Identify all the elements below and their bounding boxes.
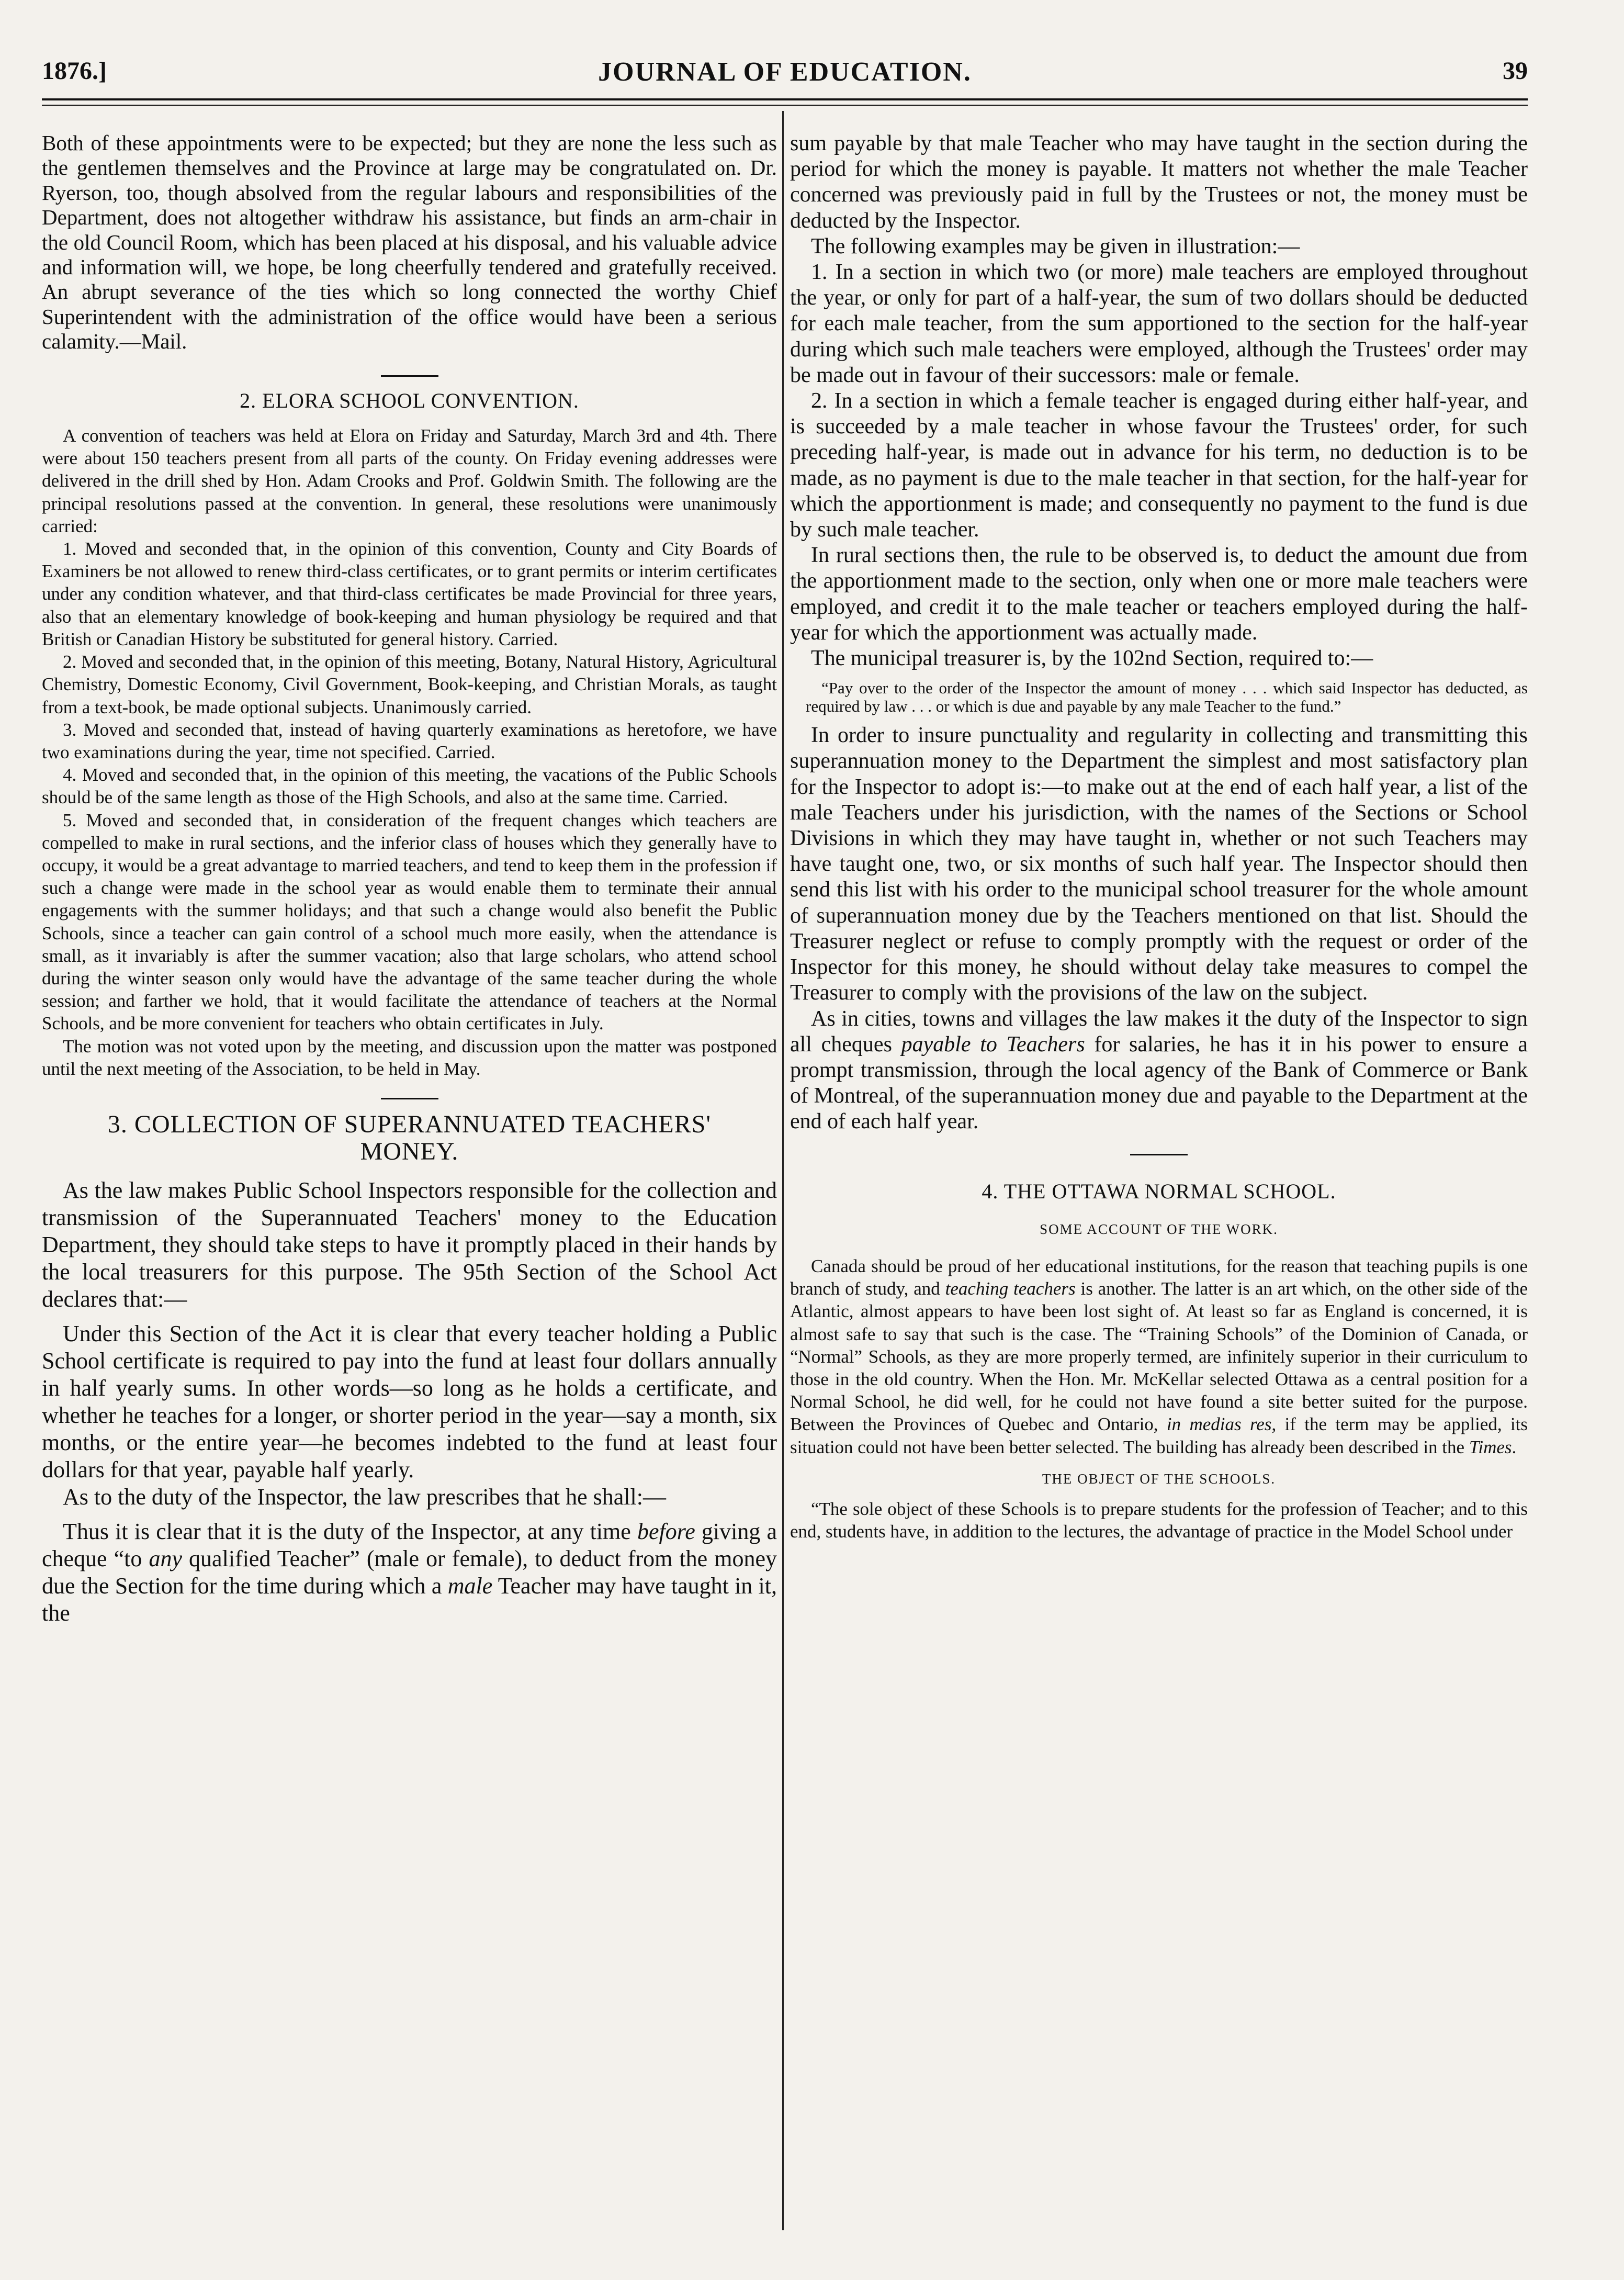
continuation-paragraph: sum payable by that male Teacher who may have taught in the section during the period for which the money is payable. It matters not whether the male Teacher concerned was previously paid in full by the Trustees or not, the money must be deducted by the Inspector.	[790, 131, 1528, 233]
header-rule	[42, 98, 1528, 100]
right-column	[790, 131, 1528, 1543]
header-rule-thin	[42, 105, 1528, 106]
left-column	[42, 131, 777, 1627]
intro-paragraph: Both of these appointments were to be expected; but they are none the less such as the gentlemen themselves and the Province at large may be congratulated on. Dr. Ryerson, too, though absolved from the regular labours and responsibilities of the Department, does not altogether withdraw his assistance, but finds an arm-chair in the old Council Room, which has been placed at his disposal, and his valuable advice and information will, we hope, be long cheerfully tendered and gratefully received. An abrupt severance of the ties which so long connected the worthy Chief Superintendent with the administration of the office would have been a serious calamity.—Mail.	[42, 131, 777, 354]
ottawa-paragraph: Canada should be proud of her educational institutions, for the reason that teaching pupils is one branch of study, and teaching teachers is another. The latter is an art which, on the other side of the Atlantic, almost appears to have been lost sight of. At least so far as England is concerned, it is almost safe to say that such is the case. The “Training Schools” of the Dominion of Canada, or “Normal” Schools, as they are more properly termed, are infinitely superior in their curriculum to those in the old country. When the Hon. Mr. McKellar selected Ottawa as a central position for a Normal School, he did well, for he could not have found a site better suited for the purpose. Between the Provinces of Quebec and Ontario, in medias res, if the term may be applied, its situation could not have been better selected. The building has already been described in the Times.	[790, 1255, 1528, 1457]
rural-paragraph: In rural sections then, the rule to be observed is, to deduct the amount due from the apportionment made to the section, only when one or more male teachers were employed, and credit it to the male teacher or teachers employed during the half-year for which the apportionment was actually made.	[790, 543, 1528, 645]
order-paragraph: In order to insure punctuality and regularity in collecting and transmitting this superannuation money to the Department the simplest and most satisfactory plan for the Inspector to adopt is:—to make out at the end of each half year, a list of the male Teachers under his jurisdiction, with the names of the Sections or School Divisions in which they may have taught in, whether or not such Teachers may have taught one, two, or six months of such half year. The Inspector should then send this list with his order to the municipal school treasurer for the whole amount of superannuation money due by the Teachers mentioned on that list. Should the Treasurer neglect or refuse to comply promptly with the request or order of the Inspector for this money, he should without delay take measures to compel the Treasurer to comply with the provisions of the law on the subject.	[790, 723, 1528, 1005]
example-2: 2. In a section in which a female teacher is engaged during either half-year, and is succeeded by a male teacher in whose favour the Trustees' order, for such preceding half-year, is made out in advance for his term, no deduction is to be made, as no payment is due to the male teacher in that section, for the half-year for which the apportionment is made; and consequently no payment to the fund is due by such male teacher.	[790, 389, 1528, 542]
heading-line-1: 3. COLLECTION OF SUPERANNUATED TEACHERS'	[107, 1110, 712, 1138]
superannuation-paragraph-1: As the law makes Public School Inspectors responsible for the collection and transmission of the Superannuated Teachers' money to the Education Department, they should take steps to have it promptly placed in their hands by the local treasurers for this purpose. The 95th Section of the School Act declares that:—	[42, 1177, 777, 1312]
examples-intro: The following examples may be given in illustration:—	[811, 234, 1300, 259]
section-heading-collection	[42, 1111, 777, 1165]
subheading-work: SOME ACCOUNT OF THE WORK.	[1040, 1221, 1278, 1237]
example-1: 1. In a section in which two (or more) male teachers are employed throughout the year, or only for part of a half-year, the sum of two dollars should be deducted for each male teacher, from the sum apportioned to the section for the half-year during which such male teachers were employed, although the Trustees' order may be made out in favour of their successors: male or female.	[790, 260, 1528, 387]
heading-line-2: MONEY.	[360, 1137, 459, 1165]
treasurer-paragraph: The municipal treasurer is, by the 102nd Section, required to:—	[811, 646, 1373, 671]
journal-title: JOURNAL OF EDUCATION.	[598, 57, 972, 87]
elora-paragraph: A convention of teachers was held at Elora on Friday and Saturday, March 3rd and 4th. There were about 150 teachers present from all parts of the county. On Friday evening addresses were delivered in the drill shed by Hon. Adam Crooks and Prof. Goldwin Smith. The following are the principal resolutions passed at the convention. In general, these resolutions were unanimously carried:	[42, 425, 777, 536]
motion-paragraph: The motion was not voted upon by the meeting, and discussion upon the matter was postponed until the next meeting of the Association, to be held in May.	[42, 1036, 777, 1079]
cities-paragraph: As in cities, towns and villages the law makes it the duty of the Inspector to sign all cheques payable to Teachers for salaries, he has it in his power to ensure a prompt transmission, through the local agency of the Bank of Commerce or Bank of Montreal, of the superannuation money due and payable to the Department at the end of each half year.	[790, 1006, 1528, 1134]
section-heading-ottawa: 4. THE OTTAWA NORMAL SCHOOL.	[982, 1179, 1336, 1203]
ottawa-section	[790, 1255, 1528, 1543]
statute-quote: “Pay over to the order of the Inspector the amount of money . . . which said Inspector has deducted, as required by law . . . or which is due and payable by any male Teacher to the fund.”	[806, 679, 1528, 716]
object-paragraph: “The sole object of these Schools is to prepare students for the profession of Teacher; and to this end, students have, in addition to the lectures, the advantage of practice in the Model School under	[790, 1498, 1528, 1542]
resolution-1: 1. Moved and seconded that, in the opinion of this convention, County and City Boards of Examiners be not allowed to renew third-class certificates, or to grant permits or interim certificates under any condition whatever, and that third-class certificates be made Provincial for three years, also that an elementary knowledge of book-keeping and human physiology be required and that British or Canadian History be substituted for general history. Carried.	[42, 538, 777, 649]
resolution-5: 5. Moved and seconded that, in consideration of the frequent changes which teachers are compelled to make in rural sections, and the inferior class of houses which they generally have to occupy, it would be a great advantage to married teachers, and tend to keep them in the profession if such a change were made in the school year as would enable them to terminate their annual engagements with the summer holidays; and that such a change would also benefit the Public Schools, since a teacher can gain control of a school much more easily, when the attendance is small, as it invariably is after the summer vacation; also that large scholars, who attend school during the winter season only would have the advantage of the same teacher during the whole session; and farther we hold, that it would facilitate the attendance of teachers at the Normal Schools, and be more convenient for teachers who obtain certificates in July.	[42, 810, 777, 1034]
resolution-4: 4. Moved and seconded that, in the opinion of this meeting, the vacations of the Public Schools should be of the same length as those of the High Schools, and also at the same time. Carried.	[42, 765, 777, 808]
superannuation-paragraph-3: As to the duty of the Inspector, the law prescribes that he shall:—	[63, 1484, 666, 1510]
column-divider	[782, 111, 784, 2230]
superannuation-paragraph-4: Thus it is clear that it is the duty of the Inspector, at any time before giving a cheque “to any qualified Teacher” (male or female), to deduct from the money due the Section for the time during which a male Teacher may have taught in it, the	[42, 1518, 777, 1626]
superannuation-section	[42, 1177, 777, 1627]
issue-year: 1876.]	[42, 57, 107, 85]
page-number: 39	[1503, 57, 1528, 85]
superannuation-paragraph-2: Under this Section of the Act it is clear that every teacher holding a Public School certificate is required to pay into the fund at least four dollars annually in half yearly sums. In other words—so long as he holds a certificate, and whether he teaches for a longer, or shorter period in the year—say a month, six months, or the entire year—he becomes indebted to the fund at least four dollars for that year, payable half yearly.	[42, 1320, 777, 1482]
resolution-3: 3. Moved and seconded that, instead of having quarterly examinations as heretofore, we have two examinations during the year, time not specified. Carried.	[42, 719, 777, 762]
elora-section	[42, 424, 777, 1080]
section-heading-elora: 2. ELORA SCHOOL CONVENTION.	[240, 388, 579, 412]
resolution-2: 2. Moved and seconded that, in the opinion of this meeting, Botany, Natural History, Agricultural Chemistry, Domestic Economy, Civil Government, Book-keeping, and Christian Morals, as taught from a text-book, be made optional subjects. Unanimously carried.	[42, 652, 777, 717]
subheading-object: THE OBJECT OF THE SCHOOLS.	[1042, 1470, 1276, 1487]
